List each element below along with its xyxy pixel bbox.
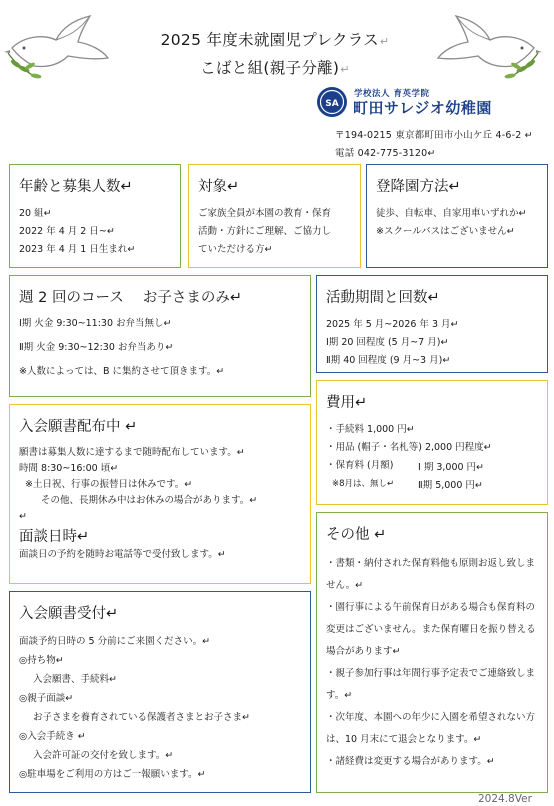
interview-heading: 面談日時↵: [19, 529, 90, 545]
section-line: I 期 3,000 円↵: [418, 462, 485, 473]
section-line: その他、長期休み中はお休みの場合があります。↵: [41, 495, 258, 506]
school-address: 〒194-0215 東京都町田市小山ケ丘 4-6-2 ↵: [335, 130, 533, 141]
section-line: ※スクールバスはございません↵: [376, 226, 515, 237]
section-line: 2025 年 5 月~2026 年 3 月↵: [326, 319, 459, 330]
return-mark: ↵: [340, 63, 350, 76]
section-line: 時間 8:30~16:00 頃↵: [19, 463, 119, 474]
section-heading: 登降園方法↵: [376, 179, 461, 195]
section-line: ・手続料 1,000 円↵: [326, 424, 415, 435]
section-line: ※土日祝、行事の振替日は休みです。↵: [25, 479, 193, 490]
distribution-section: [9, 404, 311, 584]
section-line: ◎持ち物↵: [19, 655, 64, 666]
dove-olive-branch-icon: [432, 6, 542, 86]
age-section: [9, 164, 181, 268]
section-line: 2023 年 4 月 1 日生まれ↵: [19, 244, 136, 255]
section-line: お子さまを養育されている保護者さまとお子さま↵: [33, 712, 250, 723]
dove-olive-branch-icon: [4, 6, 114, 86]
reception-section: [9, 591, 311, 793]
school-name: 町田サレジオ幼稚園: [353, 99, 492, 117]
section-line: 徒歩、自転車、自家用車いずれか↵: [376, 208, 527, 219]
section-line: ◎入会手続き ↵: [19, 731, 86, 742]
section-line: ・園行事による午前保育日がある場合も保育料の変更はございません。また保育曜日を振り替える場合があります↵: [326, 602, 536, 657]
seal-letters: SA: [325, 99, 339, 109]
section-line: 20 組↵: [19, 208, 52, 219]
other-section: [316, 512, 548, 793]
section-line: ・諸経費は変更する場合があります。↵: [326, 756, 495, 767]
version-label: 2024.8Ver: [478, 793, 532, 805]
page-title: 2025 年度未就園児プレクラス↵: [160, 31, 390, 49]
section-line: 活動・方針にご理解、ご協力し: [198, 226, 332, 237]
section-heading: その他 ↵: [326, 527, 387, 543]
section-line: 入会願書、手続料↵: [33, 674, 117, 685]
section-heading: 活動期間と回数↵: [326, 290, 440, 306]
section-line: 面談予約日時の 5 分前にご来園ください。↵: [19, 636, 211, 647]
section-line: 面談日の予約を随時お電話等で受付致します。↵: [19, 549, 226, 560]
page-subtitle: こばと組(親子分離)↵: [200, 59, 350, 77]
section-line: Ⅰ期 20 回程度 (5 月~7 月)↵: [326, 337, 449, 348]
section-line: Ⅱ期 40 回程度 (9 月~3 月)↵: [326, 355, 451, 366]
section-line: ・用品 (帽子・名札等) 2,000 円程度↵: [326, 442, 492, 453]
section-line: ・書類・納付された保育料他も原則お返し致しません。↵: [326, 558, 536, 591]
section-line: Ⅰ期 火金 9:30~11:30 お弁当無し↵: [19, 318, 172, 329]
school-phone: 電話 042-775-3120↵: [335, 148, 436, 159]
school-corporation: 学校法人 育英学院: [354, 89, 430, 99]
section-line: Ⅱ期 火金 9:30~12:30 お弁当あり↵: [19, 342, 174, 353]
section-line: 2022 年 4 月 2 日~↵: [19, 226, 115, 237]
section-heading: 入会願書受付↵: [19, 606, 119, 622]
section-heading: 年齢と募集人数↵: [19, 179, 133, 195]
school-seal-icon: [316, 86, 348, 118]
return-mark: ↵: [379, 35, 390, 48]
section-line: 入会許可証の交付を致します。↵: [33, 750, 174, 761]
section-line: ご家族全員が本園の教育・保育: [198, 208, 332, 219]
section-heading: 週 2 回のコース お子さまのみ↵: [19, 290, 242, 306]
section-line: ◎親子面談↵: [19, 693, 74, 704]
course-section: [9, 275, 311, 397]
section-heading: 対象↵: [198, 179, 240, 195]
section-line: ※8月は、無し↵: [332, 479, 395, 489]
commute-section: [366, 164, 548, 268]
section-line: ・保育料 (月額): [326, 460, 394, 471]
section-line: ・親子参加行事は年間行事予定表でご連絡致します。↵: [326, 668, 536, 701]
school-logo: [316, 86, 542, 122]
section-line: ・次年度、本園への年少に入園を希望されない方は、10 月末にて退会となります。↵: [326, 712, 536, 745]
section-line: ↵: [19, 511, 27, 522]
period-section: [316, 275, 548, 373]
section-line: Ⅱ期 5,000 円↵: [418, 480, 483, 491]
section-line: ※人数によっては、B に集約させて頂きます。↵: [19, 366, 225, 377]
section-line: 願書は募集人数に達するまで随時配布しています。↵: [19, 447, 245, 458]
target-section: [188, 164, 361, 268]
section-line: ◎駐車場をご利用の方はご一報願います。↵: [19, 769, 206, 780]
section-line: ていただける方↵: [198, 244, 273, 255]
section-heading: 費用↵: [326, 395, 368, 411]
section-heading: 入会願書配布中 ↵: [19, 419, 138, 435]
fees-section: [316, 380, 548, 505]
